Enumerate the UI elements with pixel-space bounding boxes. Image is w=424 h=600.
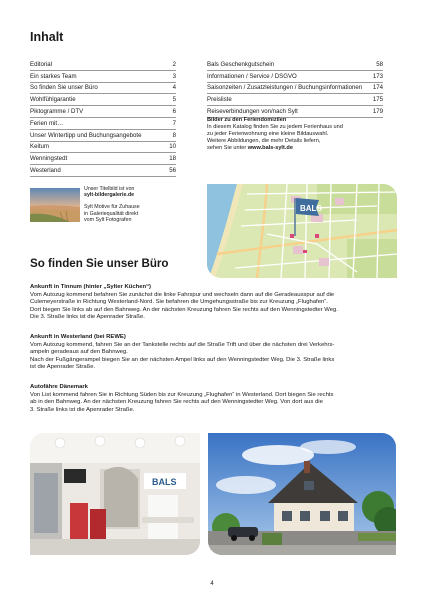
toc-entry[interactable]	[207, 94, 383, 106]
toc-entry[interactable]	[30, 94, 176, 106]
toc-entry-label: So finden Sie unser Büro	[30, 84, 98, 92]
cover-thumbnail	[30, 188, 80, 222]
image-note-line: In diesem Katalog finden Sie zu jedem Ferienhaus und	[207, 124, 343, 131]
toc-entry-page: 4	[172, 84, 176, 92]
website-link[interactable]: www.bals-sylt.de	[247, 145, 293, 152]
toc-entry[interactable]	[30, 130, 176, 142]
directions-text-line: Vom Autozug kommend befahren Sie zunächst die linke Fahrspur und wechseln dann auf die Geradeausspur auf die	[30, 291, 335, 298]
toc-entry-page: 5	[172, 96, 176, 104]
toc-right-column	[207, 59, 383, 118]
toc-entry-label: Keitum	[30, 143, 49, 151]
toc-entry-label: Wohlfühlgarantie	[30, 96, 76, 104]
directions-text-line: ab in den Bahnweg. An der nächsten Kreuzung fahren Sie rechts auf den Wenningstedter Weg. Von dort aus die	[30, 399, 323, 405]
toc-entry-label: Bals Geschenkgutschein	[207, 60, 275, 68]
toc-entry-page: 58	[376, 60, 383, 68]
cover-caption-line: Unser Titelbild ist von	[84, 186, 135, 192]
toc-entry[interactable]	[30, 118, 176, 130]
map-office-label: BALS	[300, 204, 322, 213]
directions-heading: Ankunft in Westerland (bei REWE)	[30, 334, 126, 340]
toc-entry-page: 18	[169, 155, 176, 163]
cover-caption-line: vom Sylt Fotografen	[84, 216, 132, 223]
cover-caption-line: in Galeriequalität direkt	[84, 210, 139, 217]
directions-text-line: Dort biegen Sie links ab auf den Bahnweg. An der nächsten Kreuzung fahren Sie rechts auf den Wenningstedter Weg.	[30, 306, 338, 313]
directions-text-line: Die 3. Straße links ist die Apenrader Straße.	[30, 314, 145, 320]
toc-entry-label: Ferien mit…	[30, 119, 64, 127]
toc-entry[interactable]	[30, 106, 176, 118]
office-interior-photo	[30, 433, 200, 555]
toc-left-column	[30, 59, 176, 177]
toc-entry[interactable]	[30, 71, 176, 83]
toc-entry-label: Piktogramme / DTV	[30, 108, 84, 116]
toc-entry[interactable]	[30, 83, 176, 95]
toc-entry-page: 175	[372, 96, 383, 104]
toc-entry-label: Wenningstedt	[30, 155, 68, 163]
toc-entry-page: 173	[372, 72, 383, 80]
toc-entry[interactable]	[207, 59, 383, 71]
toc-entry-page: 179	[372, 108, 383, 116]
directions-text-line: Culemeyerstraße in Richtung Westerland-Nord. Sie befahren die Umgehungsstraße bis zur Kreuzung „Flughafen“.	[30, 299, 328, 305]
toc-entry[interactable]	[30, 165, 176, 177]
image-note-line	[207, 145, 387, 152]
toc-entry[interactable]	[207, 71, 383, 83]
toc-entry[interactable]	[30, 153, 176, 165]
image-note-line: zu jeder Ferienwohnung eine kleine Bildauswahl.	[207, 131, 329, 138]
toc-entry-page: 7	[172, 119, 176, 127]
office-section-title: So finden Sie unser Büro	[30, 257, 169, 270]
image-note	[207, 117, 387, 152]
page-number: 4	[210, 581, 214, 587]
toc-entry-label: Saisonzeiten / Zusatzleistungen / Buchungsinformationen	[207, 84, 363, 92]
toc-entry-label: Ein starkes Team	[30, 72, 77, 80]
directions-ferry	[30, 384, 394, 414]
directions-text-line: ampeln geradeaus auf den Bahnweg.	[30, 349, 128, 355]
directions-text-line: ist die Apenrader Straße.	[30, 364, 96, 370]
toc-entry-label: Unser Wintertipp und Buchungsangebote	[30, 131, 142, 139]
gallery-link[interactable]: sylt-bildergalerie.de	[84, 192, 135, 199]
toc-entry-label: Informationen / Service / DSGVO	[207, 72, 297, 80]
directions-text-line: 3. Straße links ist die Apenrader Straße.	[30, 406, 135, 413]
directions-text-line: Vom Autozug kommend, fahren Sie an der Tankstelle rechts auf die Straße Trift und über die nächsten drei Verkehrs-	[30, 341, 335, 348]
toc-entry-page: 10	[169, 143, 176, 151]
toc-entry[interactable]	[30, 142, 176, 154]
toc-entry-page: 56	[169, 167, 176, 175]
office-sign: BALS	[152, 477, 177, 487]
directions-westerland	[30, 334, 394, 372]
directions-text-line: Nach der Fußgängerampel biegen Sie an der nächsten Ampel links auf den Wenningstedter Weg. Die 3. Straße links	[30, 356, 335, 363]
image-note-prefix: sehen Sie unter	[207, 145, 248, 152]
toc-entry-label: Reiseverbindungen von/nach Sylt	[207, 108, 298, 116]
office-building-photo	[208, 433, 396, 555]
directions-tinnum	[30, 284, 394, 322]
toc-entry-page: 174	[372, 84, 383, 92]
toc-entry-label: Editorial	[30, 60, 53, 68]
cover-caption-line: Sylt Motive für Zuhause	[84, 204, 140, 211]
directions-heading: Autofähre Dänemark	[30, 384, 88, 390]
toc-entry-page: 8	[172, 131, 176, 139]
cover-caption	[84, 186, 174, 223]
toc-entry-label: Westerland	[30, 167, 61, 175]
toc-title: Inhalt	[30, 30, 64, 44]
toc-entry-page: 2	[172, 60, 176, 68]
image-note-line: Weitere Abbildungen, die mehr Details liefern,	[207, 138, 321, 145]
directions-heading: Ankunft in Tinnum (hinter „Sylter Küchen“)	[30, 284, 151, 290]
toc-entry[interactable]	[207, 83, 383, 95]
toc-entry-page: 3	[172, 72, 176, 80]
toc-entry-label: Preisliste	[207, 96, 232, 104]
location-map[interactable]	[207, 184, 397, 278]
directions-text-line: Von List kommend fahren Sie in Richtung Süden bis zur Kreuzung „Flughafen“ in Westerland. Dort biegen Sie rechts	[30, 391, 334, 398]
toc-entry-page: 6	[172, 108, 176, 116]
toc-entry[interactable]	[30, 59, 176, 71]
image-note-title: Bilder zu den Feriendomizilen	[207, 117, 287, 123]
